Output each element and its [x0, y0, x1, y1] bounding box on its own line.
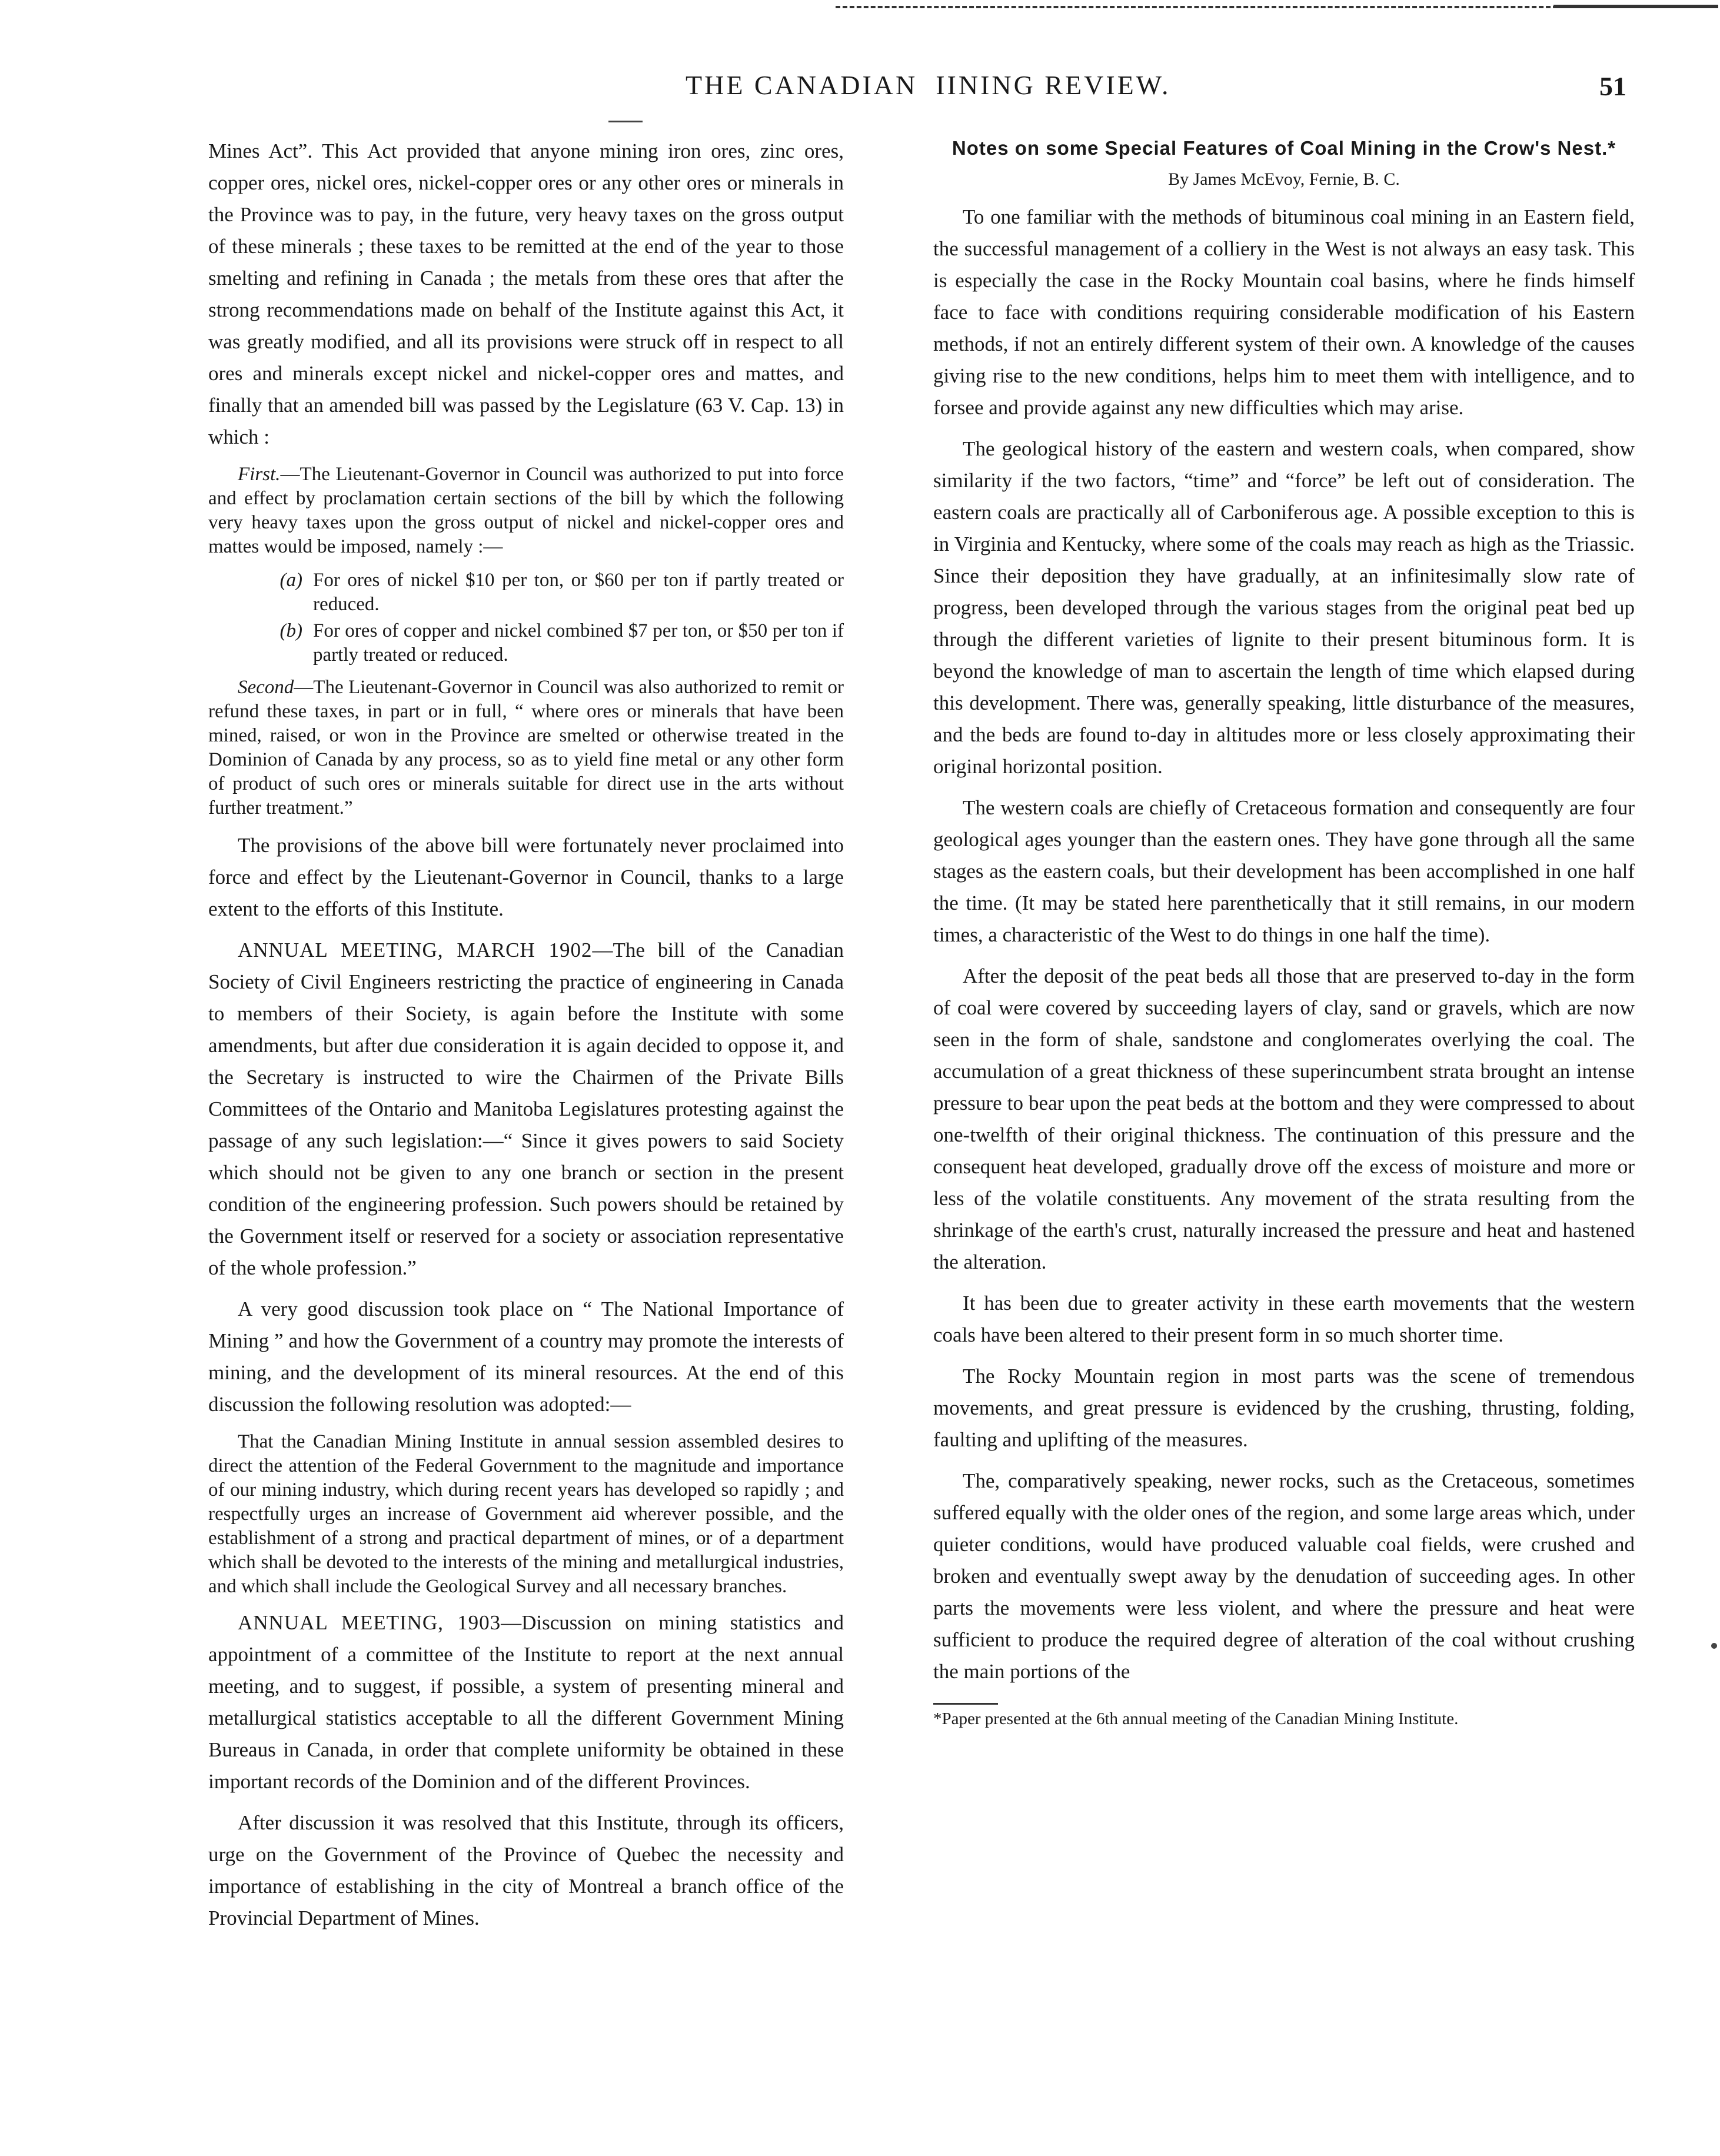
- paragraph-2: The geological history of the eastern and western coals, when compared, show similarity if the two factors, “time” and “force” be left out of consideration. The eastern coals are practically all of Carboniferous age. A possible exception to this is in Virginia and Kentucky, where some of the coals may reach as high as the Triassic. Since their deposition they have gradually, at an infinitesimally slow rate of progress, been developed through the various stages from the original peat bed up through the different varieties of lignite to their present bituminous form. It is beyond the knowledge of man to ascertain the length of time which elapsed during this development. There was, generally speaking, little disturbance of the measures, and the beds are found to-day in altitudes more or less closely approximating their original horizontal position.: [933, 437, 1635, 778]
- item-a-text: For ores of nickel $10 per ton, or $60 per ton if partly treated or reduced.: [313, 570, 844, 615]
- paragraph-mines-act: Mines Act”. This Act provided that anyone mining iron ores, zinc ores, copper ores, nickel ores, nickel-copper ores or any other ores or minerals in the Province was to pay, in the future, very heavy taxes on the gross output of these minerals ; these taxes to be remitted at the end of the year to those smelting and refining in Canada ; the metals from these ores that after the strong recommendations made on behalf of the Institute against this Act, it was greatly modified, and all its provisions were struck off in respect to all ores and minerals except nickel and nickel-copper ores and mattes, and finally that an amended bill was passed by the Legislature (63 V. Cap. 13) in which :: [208, 139, 844, 448]
- article-byline: By James McEvoy, Fernie, B. C.: [1168, 169, 1400, 189]
- meeting-1902-text: —The bill of the Canadian Society of Civil Engineers restricting the practice of engineering in Canada to members of their Society, is again before the Institute with some amendments, but after due consideration it is again decided to oppose it, and the Secretary is instructed to wire the Chairmen of the Private Bills Committees of the Ontario and Manitoba Legislatures protesting against the passage of any such legislation:—“ Since it gives powers to said Society which should not be given to any one branch or section in the present condition of the engineering profession. Such powers should be retained by the Government itself or reserved for a society or association representative of the whole profession.”: [208, 939, 844, 1279]
- paragraph-4: After the deposit of the peat beds all those that are preserved to-day in the form of coal were covered by succeeding layers of clay, sand or gravels, which are now seen in the form of shale, sandstone and conglomerates overlying the coal. The accumulation of a great thickness of these superincumbent strata brought an intense pressure to bear upon the peat beds at the bottom and they were compressed to about one-twelfth of their original thickness. The continuation of this pressure and the consequent heat developed, gradually drove off the excess of moisture and more or less of the volatile constituents. Any movement of the strata resulting from the shrinkage of the earth's crust, naturally increased the pressure and heat and hastened the alteration.: [933, 964, 1635, 1273]
- left-column: [208, 135, 844, 1944]
- article-title: Notes on some Special Features of Coal Mining in the Crow's Nest.*: [952, 137, 1616, 159]
- resolution-text: That the Canadian Mining Institute in annual session assembled desires to direct the attention of the Federal Government to the magnitude and importance of our mining industry, which during recent years has developed so rapidly ; and respectfully urges an increase of Government aid wherever possible, and the establishment of a strong and practical department of mines, or of a department which shall be devoted to the interests of the mining and metallurgical industries, and which shall include the Geological Survey and all necessary branches.: [208, 1431, 844, 1597]
- paragraph-after-discussion: After discussion it was resolved that this Institute, through its officers, urge on the Government of the Province of Quebec the necessity and importance of establishing in the city of Montreal a branch office of the Provincial Department of Mines.: [208, 1811, 844, 1929]
- paragraph-3: The western coals are chiefly of Cretaceous formation and consequently are four geological ages younger than the eastern ones. They have gone through all the same stages as the eastern coals, but their development has been accomplished in one half the time. (It may be stated here parenthetically that it still remains, in our modern times, a characteristic of the West to do things in one half the time).: [933, 796, 1635, 946]
- paragraph-meeting-1903: [208, 1607, 844, 1798]
- paragraph-6: The Rocky Mountain region in most parts was the scene of tremendous movements, and great pressure is evidenced by the crushing, thrusting, folding, faulting and uplifting of the measures.: [933, 1365, 1635, 1451]
- first-text: —The Lieutenant-Governor in Council was authorized to put into force and effect by proclamation certain sections of the bill by which the following very heavy taxes upon the gross output of nickel and nickel-copper ores and mattes would be imposed, namely :—: [208, 464, 844, 557]
- paragraph-1: To one familiar with the methods of bituminous coal mining in an Eastern field, the successful management of a colliery in the West is not always an easy task. This is especially the case in the Rocky Mountain coal basins, where he finds himself face to face with conditions requiring considerable modification of his Eastern methods, if not an entirely different system of their own. A knowledge of the causes giving rise to the new conditions, helps him to meet them with intelligence, and to forsee and provide against any new difficulties which may arise.: [933, 205, 1635, 419]
- paragraph-5: It has been due to greater activity in these earth movements that the western coals have been altered to their present form in so much shorter time.: [933, 1292, 1635, 1346]
- paragraph-provisions: The provisions of the above bill were fortunately never proclaimed into force and effect by the Lieutenant-Governor in Council, thanks to a large extent to the efforts of this Institute.: [208, 834, 844, 920]
- paragraph-discussion: A very good discussion took place on “ The National Importance of Mining ” and how the Government of a country may promote the interests of mining, and the development of its mineral resources. At the end of this discussion the following resolution was adopted:—: [208, 1297, 844, 1416]
- top-solid-rule: [1553, 5, 1718, 8]
- list-item-a: [208, 568, 844, 617]
- first-label: First.: [238, 464, 281, 485]
- item-b-text: For ores of copper and nickel combined $7 per ton, or $50 per ton if partly treated or reduced.: [313, 620, 844, 666]
- item-b-tag: (b): [280, 620, 302, 641]
- footnote-rule: [933, 1703, 998, 1705]
- page-header: [0, 69, 1720, 111]
- footnote: *Paper presented at the 6th annual meeting of the Canadian Mining Institute.: [933, 1709, 1459, 1728]
- paragraph-second: [208, 676, 844, 820]
- margin-mark: [1711, 1643, 1717, 1649]
- meeting-1903-text: —Discussion on mining statistics and appointment of a committee of the Institute to report at the next annual meeting, and to suggest, if possible, a system of presenting mineral and metallurgical statistics acceptable to all the different Government Mining Bureaus in Canada, in order that complete uniformity be obtained in these important records of the Dominion and of the different Provinces.: [208, 1611, 844, 1793]
- running-title: THE CANADIAN ΙINING REVIEW.: [686, 70, 1171, 100]
- page-number: 51: [1599, 71, 1626, 101]
- paragraph-meeting-1902: [208, 934, 844, 1284]
- list-item-b: [208, 619, 844, 667]
- header-rule: [608, 121, 643, 122]
- paragraph-7: The, comparatively speaking, newer rocks, such as the Cretaceous, sometimes suffered equally with the older ones of the region, and some large areas which, under quieter conditions, would have produced valuable coal fields, were crushed and broken and eventually swept away by the denudation of succeeding ages. In other parts the movements were less violent, and where the pressure and heat were sufficient to produce the required degree of alteration of the coal without crushing the main portions of the: [933, 1469, 1635, 1683]
- second-text: —The Lieutenant-Governor in Council was also authorized to remit or refund these taxes, in part or in full, “ where ores or minerals that have been mined, raised, or won in the Province are smelted or otherwise treated in the Dominion of Canada by any process, so as to yield fine metal or any other form of product of such ores or minerals suitable for direct use in the arts without further treatment.”: [208, 677, 844, 819]
- right-column: [933, 135, 1635, 1728]
- meeting-1903-heading: ANNUAL MEETING, 1903: [238, 1611, 501, 1634]
- item-a-tag: (a): [280, 570, 302, 591]
- paragraph-first: [208, 463, 844, 559]
- meeting-1902-heading: ANNUAL MEETING, MARCH 1902: [238, 939, 593, 961]
- second-label: Second: [238, 677, 294, 698]
